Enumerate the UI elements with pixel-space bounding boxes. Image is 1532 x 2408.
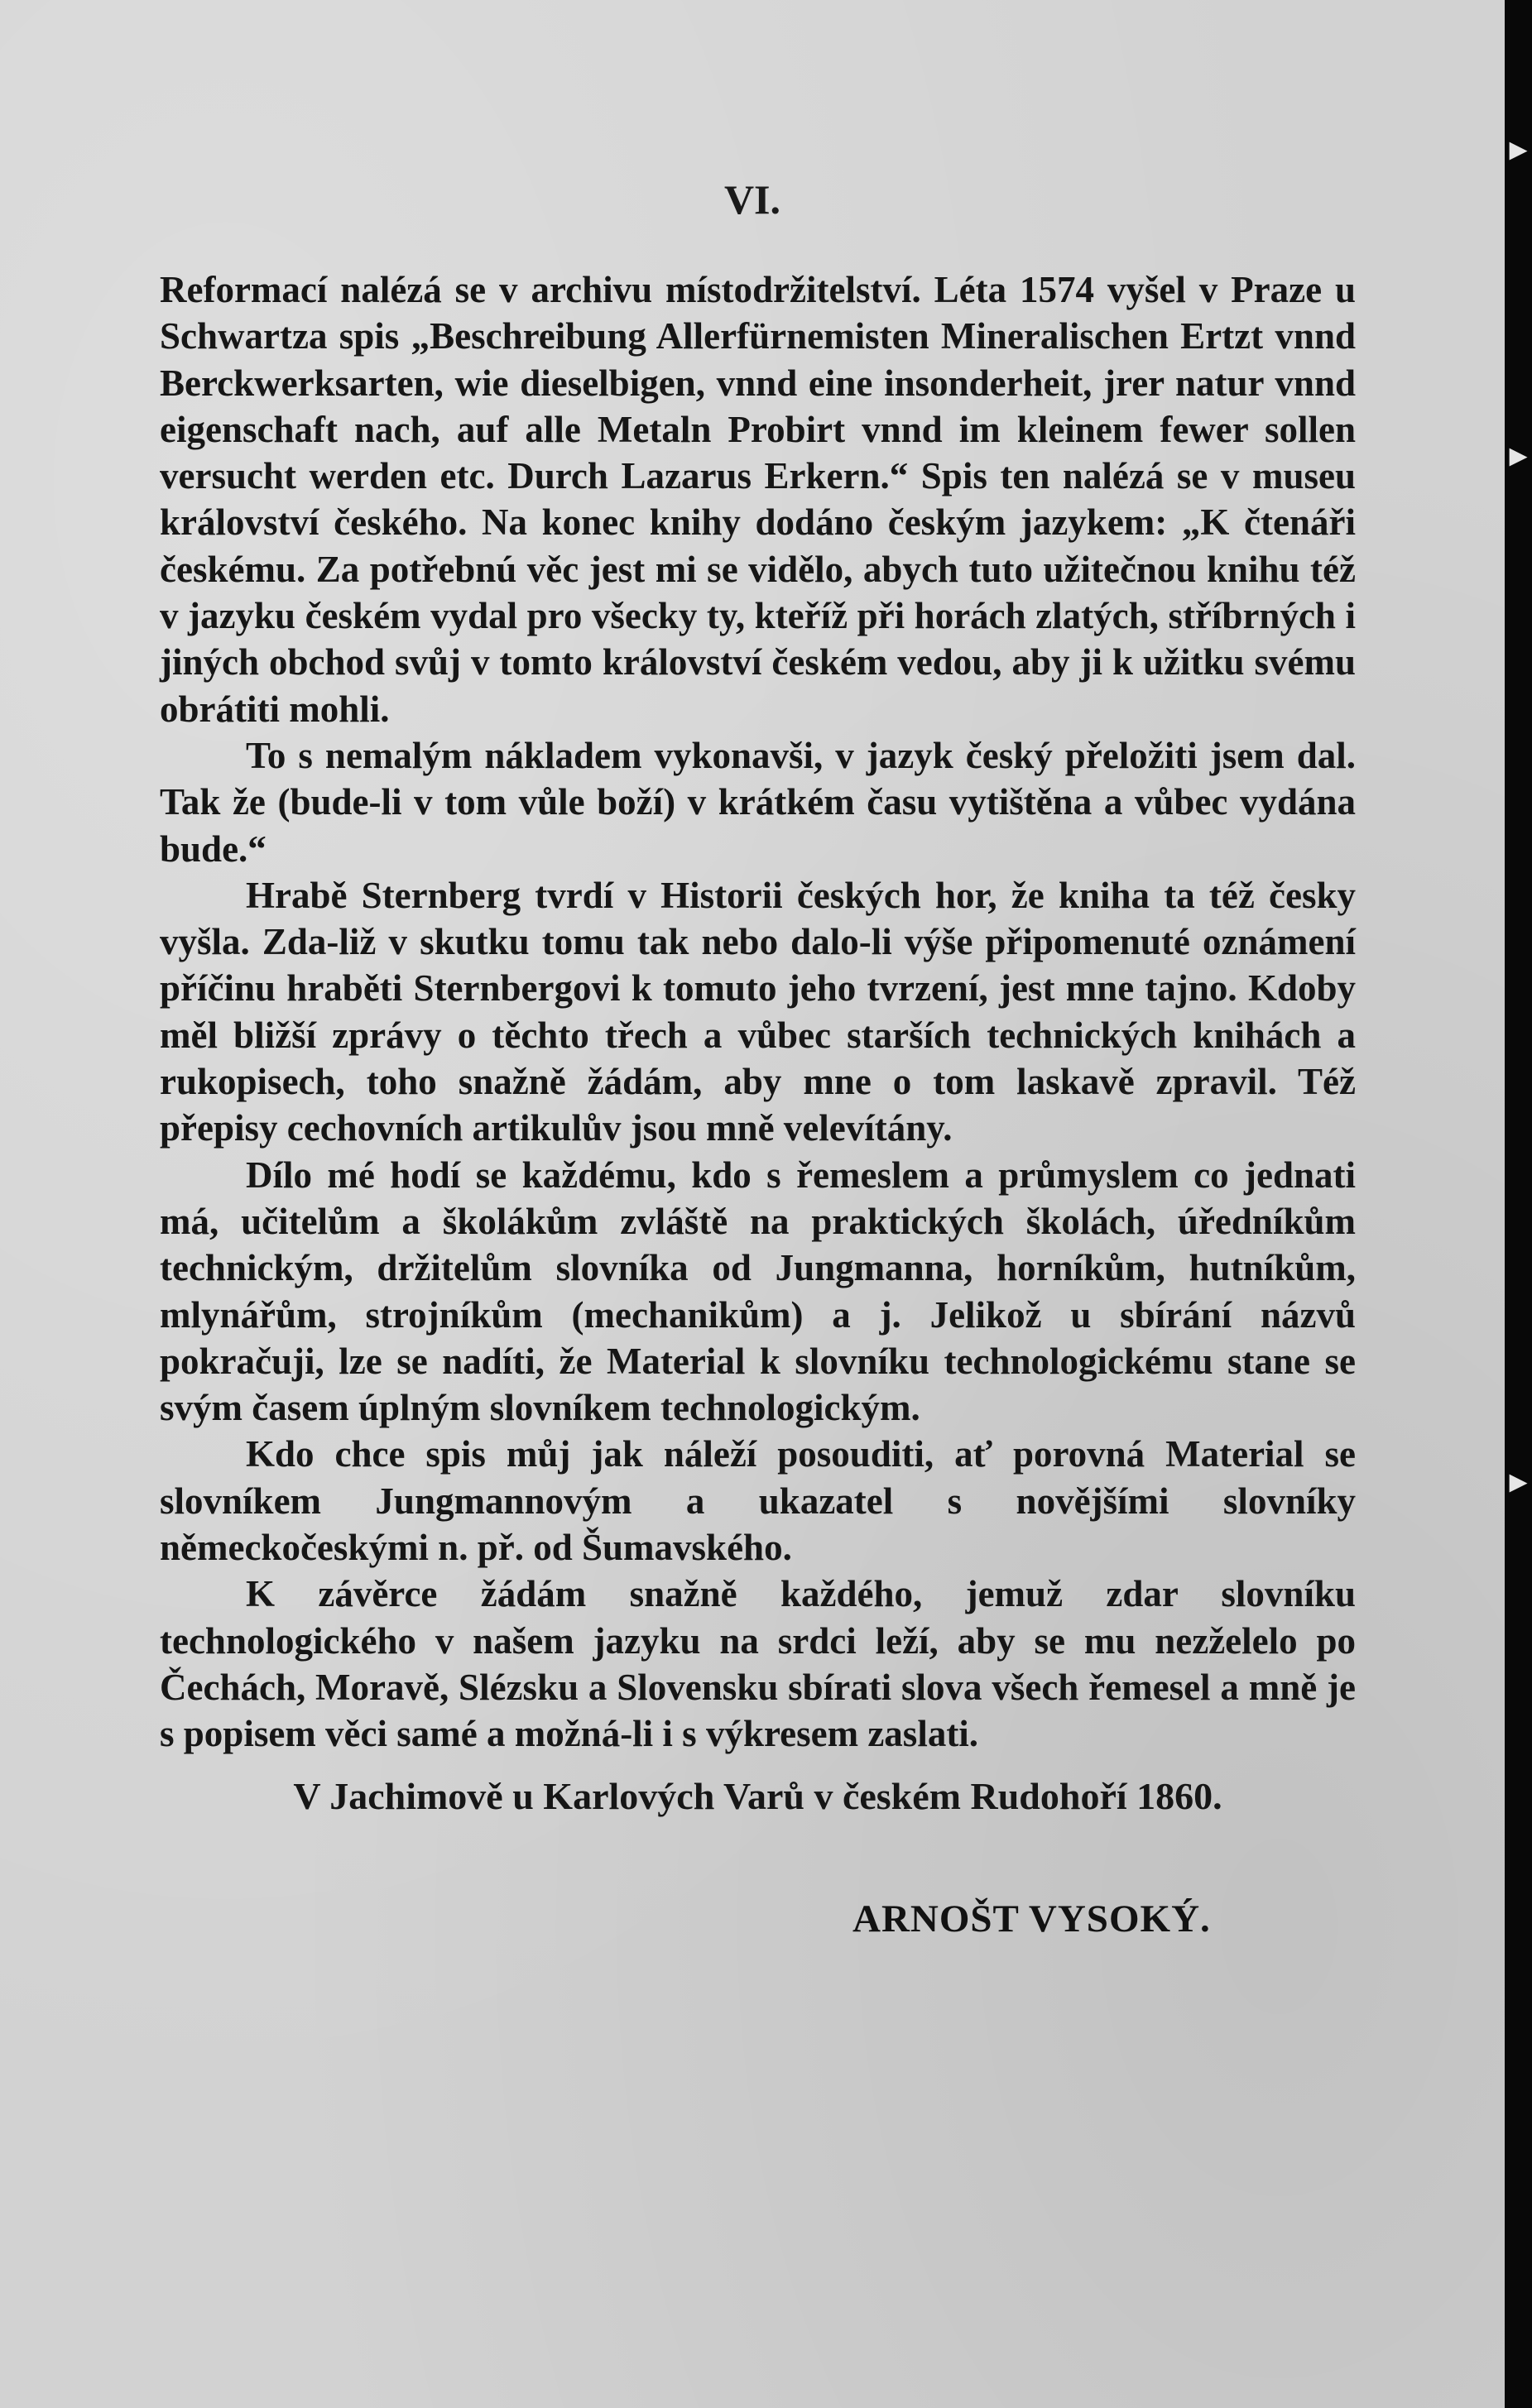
scan-edge-mark: ▸ (1509, 434, 1528, 476)
paragraph: Kdo chce spis můj jak náleží posouditi, ať porovná Material se slovníkem Jungmannovým a ukazatel s novějšími slovníky německočeskými n. př. od Šumavského. (160, 1433, 1356, 1569)
page-number: VI. (723, 176, 781, 223)
place-date-line: V Jachimově u Karlových Varů v českém Rudohoří 1860. (293, 1775, 1222, 1817)
body-text (160, 266, 1356, 1758)
paragraph: K závěrce žádám snažně každého, jemuž zdar slovníku technologického v našem jazyku na srdci leží, aby se mu nezželelo po Čechách, Moravě, Slézsku a Slovensku sbírati slova všech řemesel a mně je s popisem věci samé a možná-li i s výkresem zaslati. (160, 1573, 1356, 1755)
scan-edge-mark: ▸ (1509, 1460, 1528, 1502)
scan-dark-edge (1505, 0, 1532, 2408)
scan-edge-mark: ▸ (1509, 127, 1528, 170)
paragraph: To s nemalým nákladem vykonavši, v jazyk český přeložiti jsem dal. Tak že (bude-li v tom vůle boží) v krátkém času vytištěna a vůbec vydána bude.“ (160, 734, 1356, 870)
paragraph: Reformací nalézá se v archivu místodržitelství. Léta 1574 vyšel v Praze u Schwartza spis „Beschreibung Allerfürnemisten Mineralischen Ertzt vnnd Berckwerksarten, wie dieselbigen, vnnd eine insonderheit, jrer natur vnnd eigenschaft nach, auf alle Metaln Probirt vnnd im kleinem fewer sollen versucht werden etc. Durch Lazarus Erkern.“ Spis ten nalézá se v museu království českého. Na konec knihy dodáno českým jazykem: „K čtenáři českému. Za potřebnú věc jest mi se vidělo, abych tuto užitečnou knihu též v jazyku českém vydal pro všecky ty, kteříž při horách zlatých, stříbrných i jiných obchod svůj v tomto království českém vedou, aby ji k užitku svému obrátiti mohli. (160, 269, 1356, 730)
paragraph: Hrabě Sternberg tvrdí v Historii českých hor, že kniha ta též česky vyšla. Zda-liž v skutku tomu tak nebo dalo-li výše připomenuté oznámení příčinu hraběti Sternbergovi k tomuto jeho tvrzení, jest mne tajno. Kdoby měl bližší zprávy o těchto třech a vůbec starších technických knihách a rukopisech, toho snažně žádám, aby mne o tom laskavě zpravil. Též přepisy cechovních artikulův jsou mně velevítány. (160, 874, 1356, 1149)
paragraph: Dílo mé hodí se každému, kdo s řemeslem a průmyslem co jednati má, učitelům a školákům zvláště na praktických školách, úředníkům technickým, držitelům slovníka od Jungmanna, horníkům, hutníkům, mlynářům, strojníkům (mechanikům) a j. Jelikož u sbírání názvů pokračuji, lze se nadíti, že Material k slovníku technologickému stane se svým časem úplným slovníkem technologickým. (160, 1154, 1356, 1429)
author-signature: ARNOŠT VYSOKÝ. (852, 1897, 1211, 1940)
